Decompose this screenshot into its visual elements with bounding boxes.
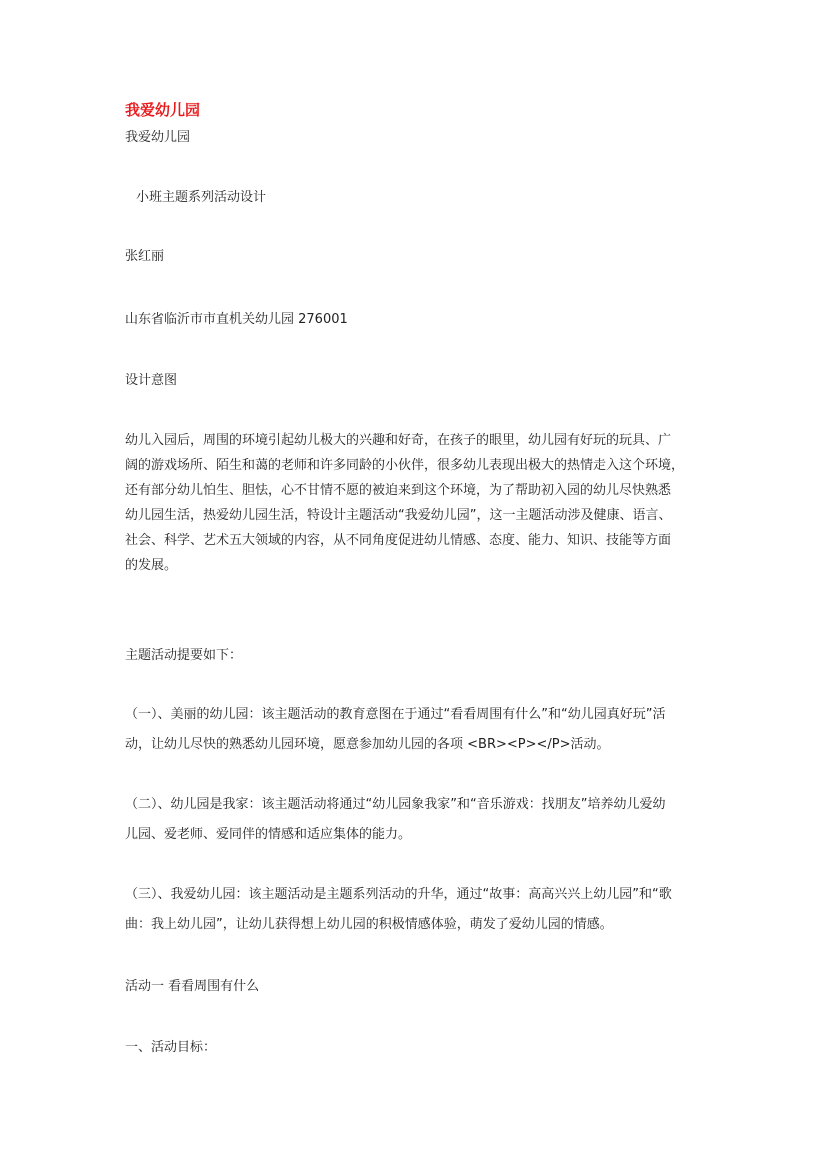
paragraph-line: 幼儿园生活，热爱幼儿园生活，特设计主题活动“我爱幼儿园”，这一主题活动涉及健康、语言、 — [125, 508, 672, 523]
paragraph-line: 社会、科学、艺术五大领域的内容，从不同角度促进幼儿情感、态度、能力、知识、技能等方面 — [125, 533, 672, 548]
document-subtitle: 我爱幼儿园 — [125, 130, 191, 145]
paragraph-line: 曲：我上幼儿园”，让幼儿获得想上幼儿园的积极情感体验，萌发了爱幼儿园的情感。 — [125, 917, 613, 932]
intent-heading: 设计意图 — [125, 373, 178, 388]
paragraph-line: （二）、幼儿园是我家：该主题活动将通过“幼儿园象我家”和“音乐游戏：找朋友”培养幼儿爱幼 — [125, 797, 666, 812]
summary-item-1 — [125, 707, 705, 753]
author-affiliation: 山东省临沂市市直机关幼儿园 276001 — [125, 312, 348, 327]
paragraph-line: 阔的游戏场所、陌生和蔼的老师和许多同龄的小伙伴，很多幼儿表现出极大的热情走入这个环境， — [125, 458, 685, 473]
paragraph-line: 幼儿入园后，周围的环境引起幼儿极大的兴趣和好奇，在孩子的眼里，幼儿园有好玩的玩具、广 — [125, 433, 672, 448]
intent-paragraph — [125, 433, 705, 574]
activity-one-heading: 活动一 看看周围有什么 — [125, 979, 260, 994]
paragraph-line: （一）、美丽的幼儿园：该主题活动的教育意图在于通过“看看周围有什么”和“幼儿园真好玩”活 — [125, 707, 666, 722]
summary-heading: 主题活动提要如下： — [125, 648, 243, 663]
paragraph-line: 的发展。 — [125, 558, 178, 573]
summary-item-3 — [125, 887, 705, 933]
author-name: 张红丽 — [125, 249, 165, 264]
paragraph-line: （三）、我爱幼儿园：该主题活动是主题系列活动的升华，通过“故事：高高兴兴上幼儿园”和“歌 — [125, 887, 672, 902]
paragraph-line: 动，让幼儿尽快的熟悉幼儿园环境，愿意参加幼儿园的各项 <BR><P></P>活动。 — [125, 737, 610, 752]
summary-item-2 — [125, 797, 705, 843]
goals-heading: 一、活动目标： — [125, 1040, 217, 1055]
paragraph-line: 还有部分幼儿怕生、胆怯，心不甘情不愿的被迫来到这个环境，为了帮助初入园的幼儿尽快熟悉 — [125, 483, 672, 498]
paragraph-line: 儿园、爱老师、爱同伴的情感和适应集体的能力。 — [125, 827, 412, 842]
document-title: 我爱幼儿园 — [125, 101, 201, 119]
design-heading: 小班主题系列活动设计 — [136, 190, 267, 205]
